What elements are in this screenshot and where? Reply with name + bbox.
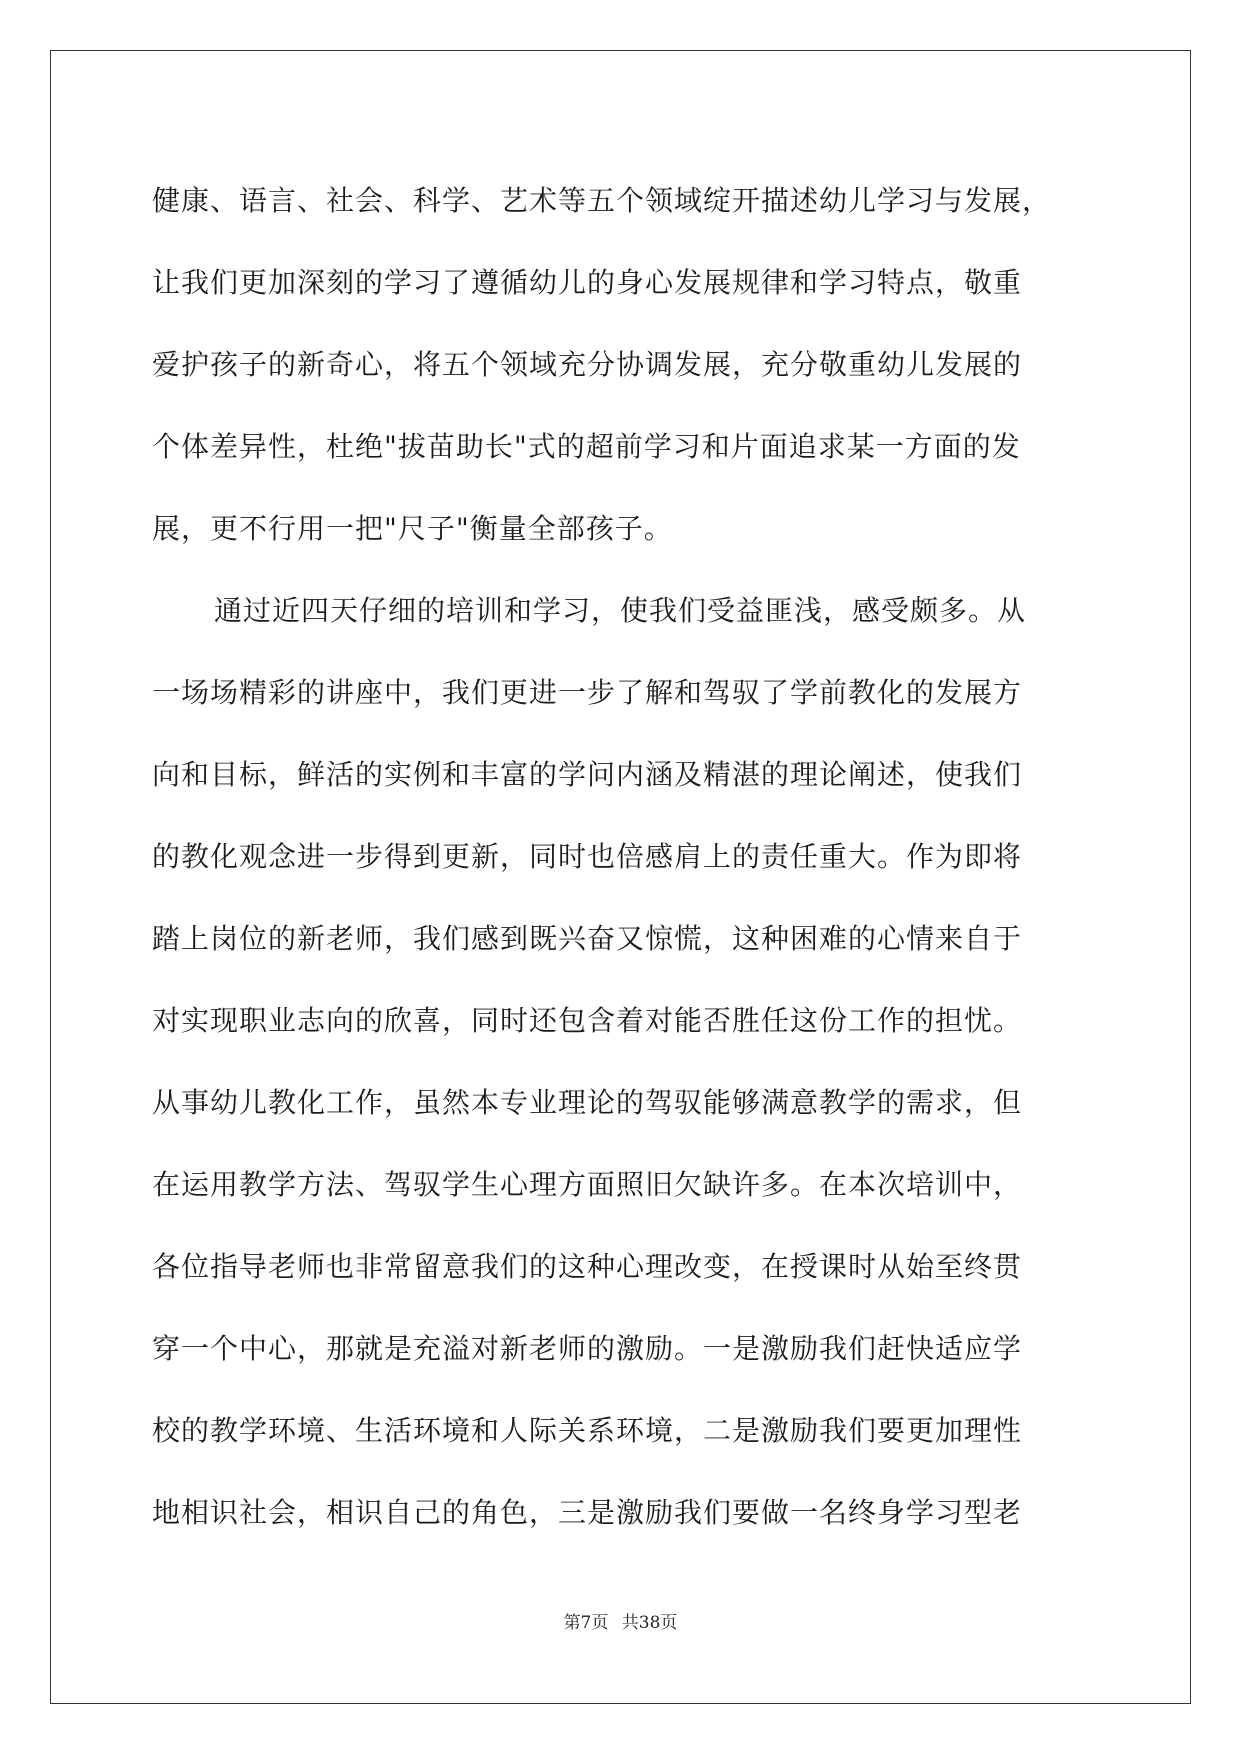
text-line: 在运用教学方法、驾驭学生心理方面照旧欠缺许多。在本次培训中， xyxy=(152,1168,1023,1201)
text-line: 对实现职业志向的欣喜，同时还包含着对能否胜任这份工作的担忧。 xyxy=(152,1004,1023,1037)
document-body xyxy=(152,160,1092,1554)
page-total: 共38页 xyxy=(621,1613,678,1633)
text-line: 穿一个中心，那就是充溢对新老师的激励。一是激励我们赶快适应学 xyxy=(152,1332,1023,1365)
page-number: 第7页 xyxy=(563,1613,609,1633)
paragraph-1 xyxy=(152,160,1092,570)
text-line: 各位指导老师也非常留意我们的这种心理改变，在授课时从始至终贯 xyxy=(152,1250,1023,1283)
text-line: 通过近四天仔细的培训和学习，使我们受益匪浅，感受颇多。从 xyxy=(214,594,1027,627)
text-line: 一场场精彩的讲座中，我们更进一步了解和驾驭了学前教化的发展方 xyxy=(152,676,1023,709)
page-footer xyxy=(0,1608,1241,1633)
text-line: 爱护孩子的新奇心，将五个领域充分协调发展，充分敬重幼儿发展的 xyxy=(152,348,1023,381)
text-line: 健康、语言、社会、科学、艺术等五个领域绽开描述幼儿学习与发展， xyxy=(152,184,1052,217)
text-line: 向和目标，鲜活的实例和丰富的学问内涵及精湛的理论阐述，使我们 xyxy=(152,758,1023,791)
text-line: 地相识社会，相识自己的角色，三是激励我们要做一名终身学习型老 xyxy=(152,1496,1023,1529)
text-line: 展，更不行用一把"尺子"衡量全部孩子。 xyxy=(152,512,673,545)
text-line: 让我们更加深刻的学习了遵循幼儿的身心发展规律和学习特点，敬重 xyxy=(152,266,1023,299)
text-line: 的教化观念进一步得到更新，同时也倍感肩上的责任重大。作为即将 xyxy=(152,840,1023,873)
paragraph-2 xyxy=(152,570,1092,1554)
text-line: 从事幼儿教化工作，虽然本专业理论的驾驭能够满意教学的需求，但 xyxy=(152,1086,1023,1119)
text-line: 踏上岗位的新老师，我们感到既兴奋又惊慌，这种困难的心情来自于 xyxy=(152,922,1023,955)
text-line: 校的教学环境、生活环境和人际关系环境，二是激励我们要更加理性 xyxy=(152,1414,1023,1447)
text-line: 个体差异性，杜绝"拔苗助长"式的超前学习和片面追求某一方面的发 xyxy=(152,430,1021,463)
